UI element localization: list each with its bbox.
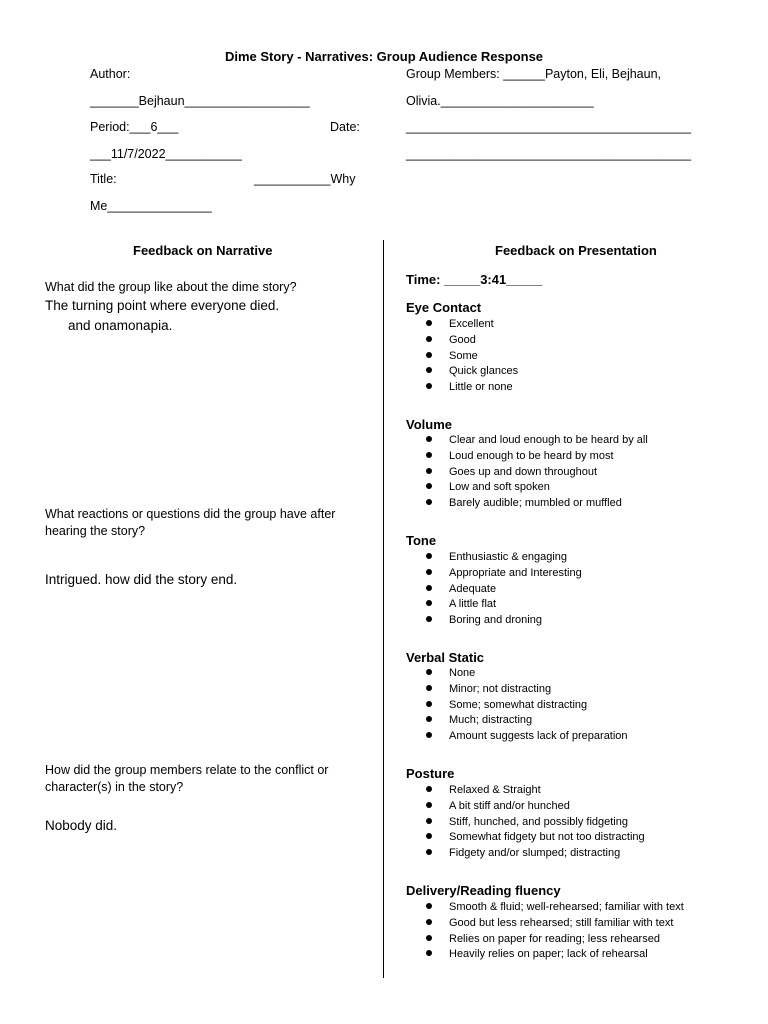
option-item: Amount suggests lack of preparation	[426, 729, 628, 745]
title-value-part2: Me_______________	[90, 199, 212, 213]
option-item: Heavily relies on paper; lack of rehearsal	[426, 947, 684, 963]
tone-options	[426, 550, 582, 629]
option-item: Little or none	[426, 380, 518, 396]
group-members-line1: Group Members: ______Payton, Eli, Bejhaun,	[406, 67, 662, 81]
option-item: Much; distracting	[426, 713, 628, 729]
option-item: A bit stiff and/or hunched	[426, 799, 645, 815]
bullet-icon	[426, 352, 432, 358]
option-item: A little flat	[426, 597, 582, 613]
bullet-icon	[426, 950, 432, 956]
answer-2: Intrigued. how did the story end.	[45, 572, 238, 587]
bullet-icon	[426, 483, 432, 489]
eye-contact-options	[426, 317, 518, 396]
bullet-icon	[426, 669, 432, 675]
date-label: Date:	[330, 120, 360, 134]
posture-options	[426, 783, 645, 862]
date-value: ___11/7/2022___________	[90, 147, 243, 161]
period-field: Period:___6___	[90, 120, 179, 134]
option-item: Barely audible; mumbled or muffled	[426, 496, 648, 512]
option-item: Excellent	[426, 317, 518, 333]
section-title-verbal-static: Verbal Static	[406, 650, 485, 665]
option-item: Goes up and down throughout	[426, 465, 648, 481]
option-item: Quick glances	[426, 364, 518, 380]
bullet-icon	[426, 833, 432, 839]
bullet-icon	[426, 499, 432, 505]
bullet-icon	[426, 849, 432, 855]
title-label: Title:	[90, 172, 117, 186]
bullet-icon	[426, 919, 432, 925]
option-item: Relaxed & Straight	[426, 783, 645, 799]
bullet-icon	[426, 383, 432, 389]
bullet-icon	[426, 818, 432, 824]
presentation-heading: Feedback on Presentation	[495, 243, 657, 258]
option-item: Smooth & fluid; well-rehearsed; familiar with text	[426, 900, 684, 916]
option-item: Boring and droning	[426, 613, 582, 629]
question-1: What did the group like about the dime story?	[45, 280, 297, 294]
bullet-icon	[426, 716, 432, 722]
bullet-icon	[426, 935, 432, 941]
bullet-icon	[426, 903, 432, 909]
bullet-icon	[426, 468, 432, 474]
option-item: Enthusiastic & engaging	[426, 550, 582, 566]
option-item: Adequate	[426, 582, 582, 598]
answer-1-line1: The turning point where everyone died.	[45, 298, 280, 313]
volume-options	[426, 433, 648, 512]
question-3: How did the group members relate to the conflict or character(s) in the story?	[45, 763, 329, 794]
answer-1-line2: and onamonapia.	[68, 318, 173, 333]
bullet-icon	[426, 701, 432, 707]
option-item: None	[426, 666, 628, 682]
option-item: Relies on paper for reading; less rehearsed	[426, 932, 684, 948]
section-title-posture: Posture	[406, 766, 455, 781]
option-item: Loud enough to be heard by most	[426, 449, 648, 465]
option-item: Somewhat fidgety but not too distracting	[426, 830, 645, 846]
option-item: Some; somewhat distracting	[426, 698, 628, 714]
bullet-icon	[426, 569, 432, 575]
question-2: What reactions or questions did the group have after hearing the story?	[45, 507, 336, 538]
bullet-icon	[426, 452, 432, 458]
section-title-eye-contact: Eye Contact	[406, 300, 482, 315]
option-item: Clear and loud enough to be heard by all	[426, 433, 648, 449]
narrative-heading: Feedback on Narrative	[133, 243, 273, 258]
bullet-icon	[426, 585, 432, 591]
option-item: Fidgety and/or slumped; distracting	[426, 846, 645, 862]
blank-line-1: _________________________________________	[406, 120, 692, 134]
section-title-volume: Volume	[406, 417, 452, 432]
section-title-delivery: Delivery/Reading fluency	[406, 883, 561, 898]
bullet-icon	[426, 320, 432, 326]
column-divider	[383, 240, 384, 978]
title-value-part1: ___________Why	[254, 172, 356, 186]
option-item: Good but less rehearsed; still familiar with text	[426, 916, 684, 932]
author-label: Author:	[90, 67, 131, 81]
bullet-icon	[426, 600, 432, 606]
bullet-icon	[426, 802, 432, 808]
section-title-tone: Tone	[406, 533, 437, 548]
bullet-icon	[426, 685, 432, 691]
bullet-icon	[426, 553, 432, 559]
answer-3: Nobody did.	[45, 818, 118, 833]
group-members-line2: Olivia.______________________	[406, 94, 594, 108]
delivery-options	[426, 900, 684, 963]
bullet-icon	[426, 786, 432, 792]
option-item: Some	[426, 349, 518, 365]
option-item: Appropriate and Interesting	[426, 566, 582, 582]
bullet-icon	[426, 616, 432, 622]
bullet-icon	[426, 336, 432, 342]
author-value: _______Bejhaun__________________	[90, 94, 310, 108]
bullet-icon	[426, 367, 432, 373]
verbal-static-options	[426, 666, 628, 745]
option-item: Low and soft spoken	[426, 480, 648, 496]
option-item: Good	[426, 333, 518, 349]
blank-line-2: _________________________________________	[406, 147, 692, 161]
bullet-icon	[426, 436, 432, 442]
bullet-icon	[426, 732, 432, 738]
option-item: Minor; not distracting	[426, 682, 628, 698]
time-field: Time: _____3:41_____	[406, 272, 543, 287]
option-item: Stiff, hunched, and possibly fidgeting	[426, 815, 645, 831]
page-title: Dime Story - Narratives: Group Audience Response	[224, 49, 544, 64]
